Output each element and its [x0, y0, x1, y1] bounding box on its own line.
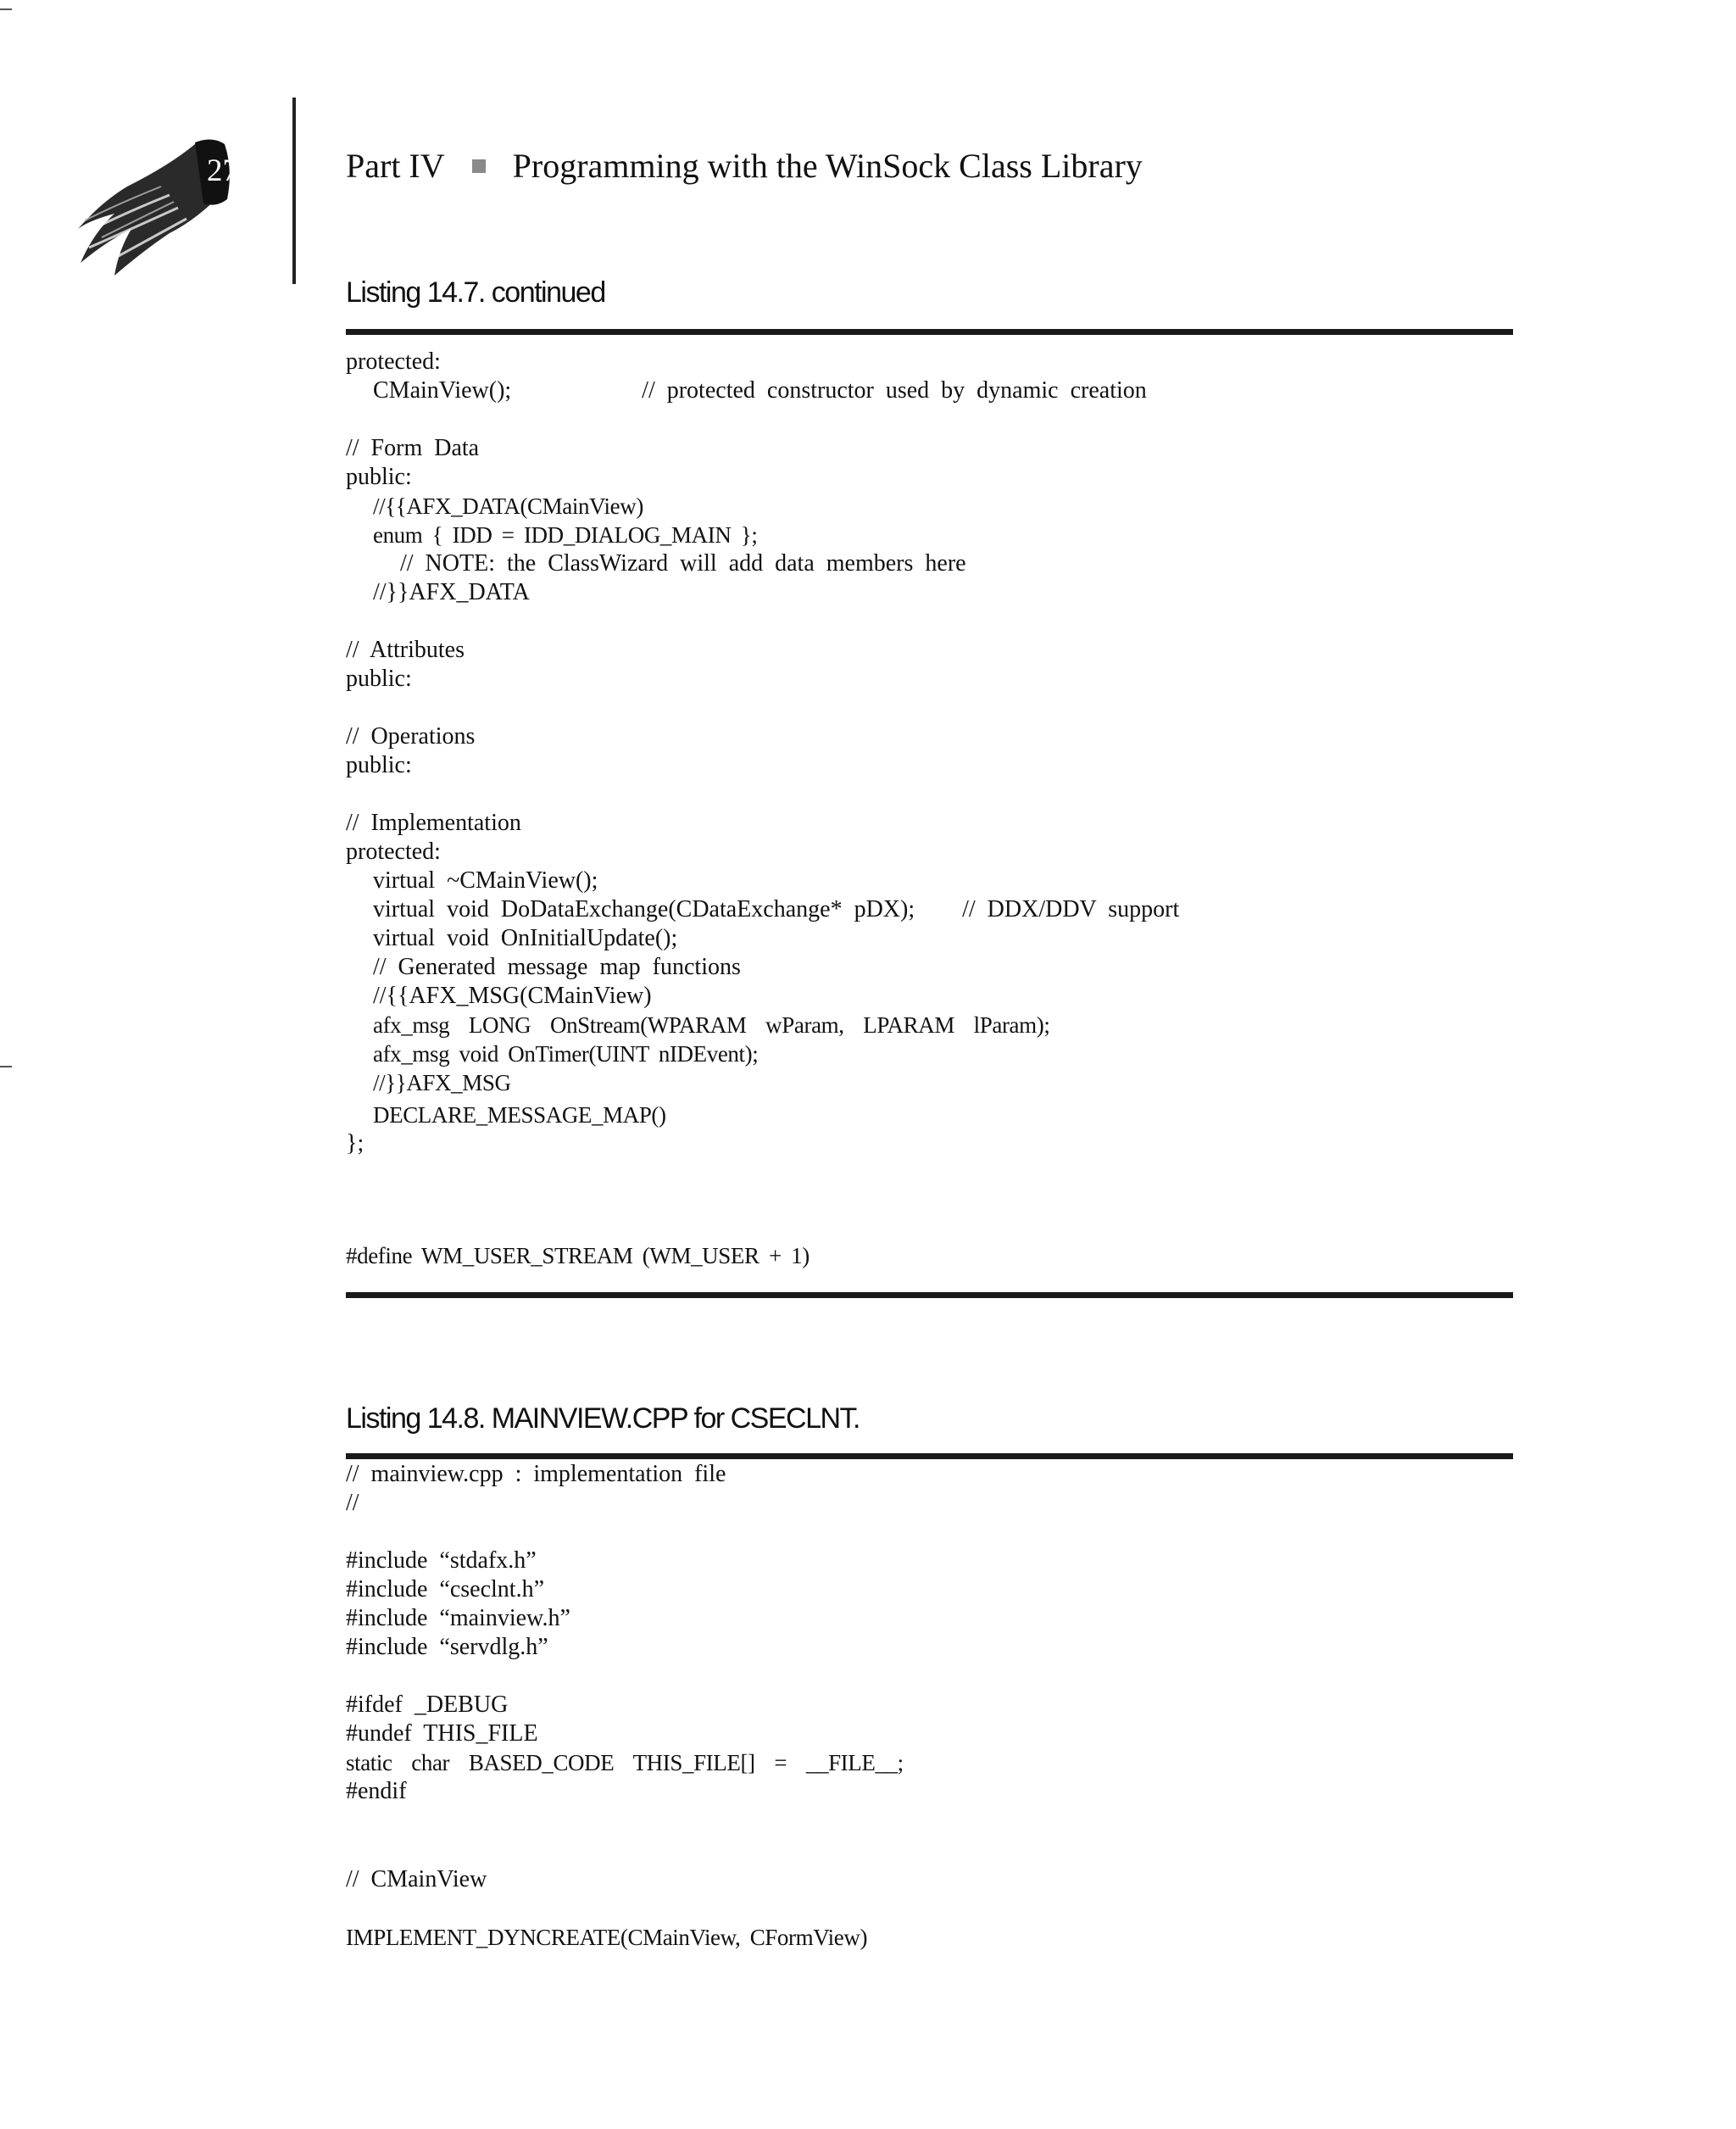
code-line: public: [346, 464, 412, 490]
code-line: CMainView(); // protected constructor used by dynamic creation [373, 377, 1147, 404]
code-line: static char BASED_CODE THIS_FILE[] = __FILE__; [346, 1750, 904, 1775]
crop-mark [0, 8, 12, 10]
code-line: #include “mainview.h” [346, 1605, 570, 1631]
code-line: // Form Data [346, 435, 480, 461]
listing-bottom-rule [346, 1292, 1513, 1298]
code-line: //{{AFX_DATA(CMainView) [373, 493, 643, 519]
code-line: //{{AFX_MSG(CMainView) [373, 983, 652, 1009]
code-line: #undef THIS_FILE [346, 1720, 538, 1747]
code-line: #include “cseclnt.h” [346, 1576, 545, 1602]
code-line: // Generated message map functions [373, 954, 741, 980]
code-line: #include “servdlg.h” [346, 1634, 548, 1660]
square-bullet-icon [472, 159, 486, 173]
code-line: afx_msg LONG OnStream(WPARAM wParam, LPARAM lParam); [373, 1012, 1050, 1038]
code-line: virtual void OnInitialUpdate(); [373, 925, 678, 951]
thumb-vertical-rule [292, 98, 296, 284]
code-line: //}}AFX_MSG [373, 1070, 511, 1095]
code-line: #define WM_USER_STREAM (WM_USER + 1) [346, 1243, 810, 1268]
code-line: // Implementation [346, 810, 521, 836]
code-line: afx_msg void OnTimer(UINT nIDEvent); [373, 1041, 759, 1067]
code-line: #include “stdafx.h” [346, 1547, 537, 1574]
chapter-thumb-illustration [68, 93, 305, 288]
code-line: // Attributes [346, 637, 465, 663]
listing-caption: Listing 14.8. MAINVIEW.CPP for CSECLNT. [346, 1402, 860, 1435]
code-line: enum { IDD = IDD_DIALOG_MAIN }; [373, 522, 758, 548]
code-line: // Operations [346, 723, 476, 750]
code-line: DECLARE_MESSAGE_MAP() [373, 1102, 666, 1128]
code-line: // NOTE: the ClassWizard will add data members here [400, 550, 966, 577]
running-head [346, 146, 1143, 186]
code-line: virtual ~CMainView(); [373, 867, 598, 894]
code-line: #endif [346, 1778, 407, 1804]
code-line: virtual void DoDataExchange(CDataExchange* pDX); // DDX/DDV support [373, 896, 1180, 922]
code-line: public: [346, 752, 412, 778]
code-line: // [346, 1490, 359, 1516]
listing-top-rule [346, 329, 1513, 335]
code-line: public: [346, 666, 412, 692]
part-label: Part IV [346, 147, 445, 185]
chapter-title: Programming with the WinSock Class Library [512, 147, 1143, 185]
listing-top-rule [346, 1453, 1513, 1459]
code-line: protected: [346, 839, 441, 865]
code-line: #ifdef _DEBUG [346, 1691, 509, 1718]
page-number: 276 [207, 153, 254, 188]
code-line: //}}AFX_DATA [373, 579, 530, 605]
code-line: // mainview.cpp : implementation file [346, 1461, 726, 1487]
code-line: // CMainView [346, 1866, 487, 1892]
crop-mark [0, 1066, 12, 1067]
code-line: IMPLEMENT_DYNCREATE(CMainView, CFormView) [346, 1925, 868, 1950]
code-line: }; [346, 1130, 364, 1156]
code-line: protected: [346, 348, 441, 375]
listing-caption: Listing 14.7. continued [346, 276, 605, 309]
